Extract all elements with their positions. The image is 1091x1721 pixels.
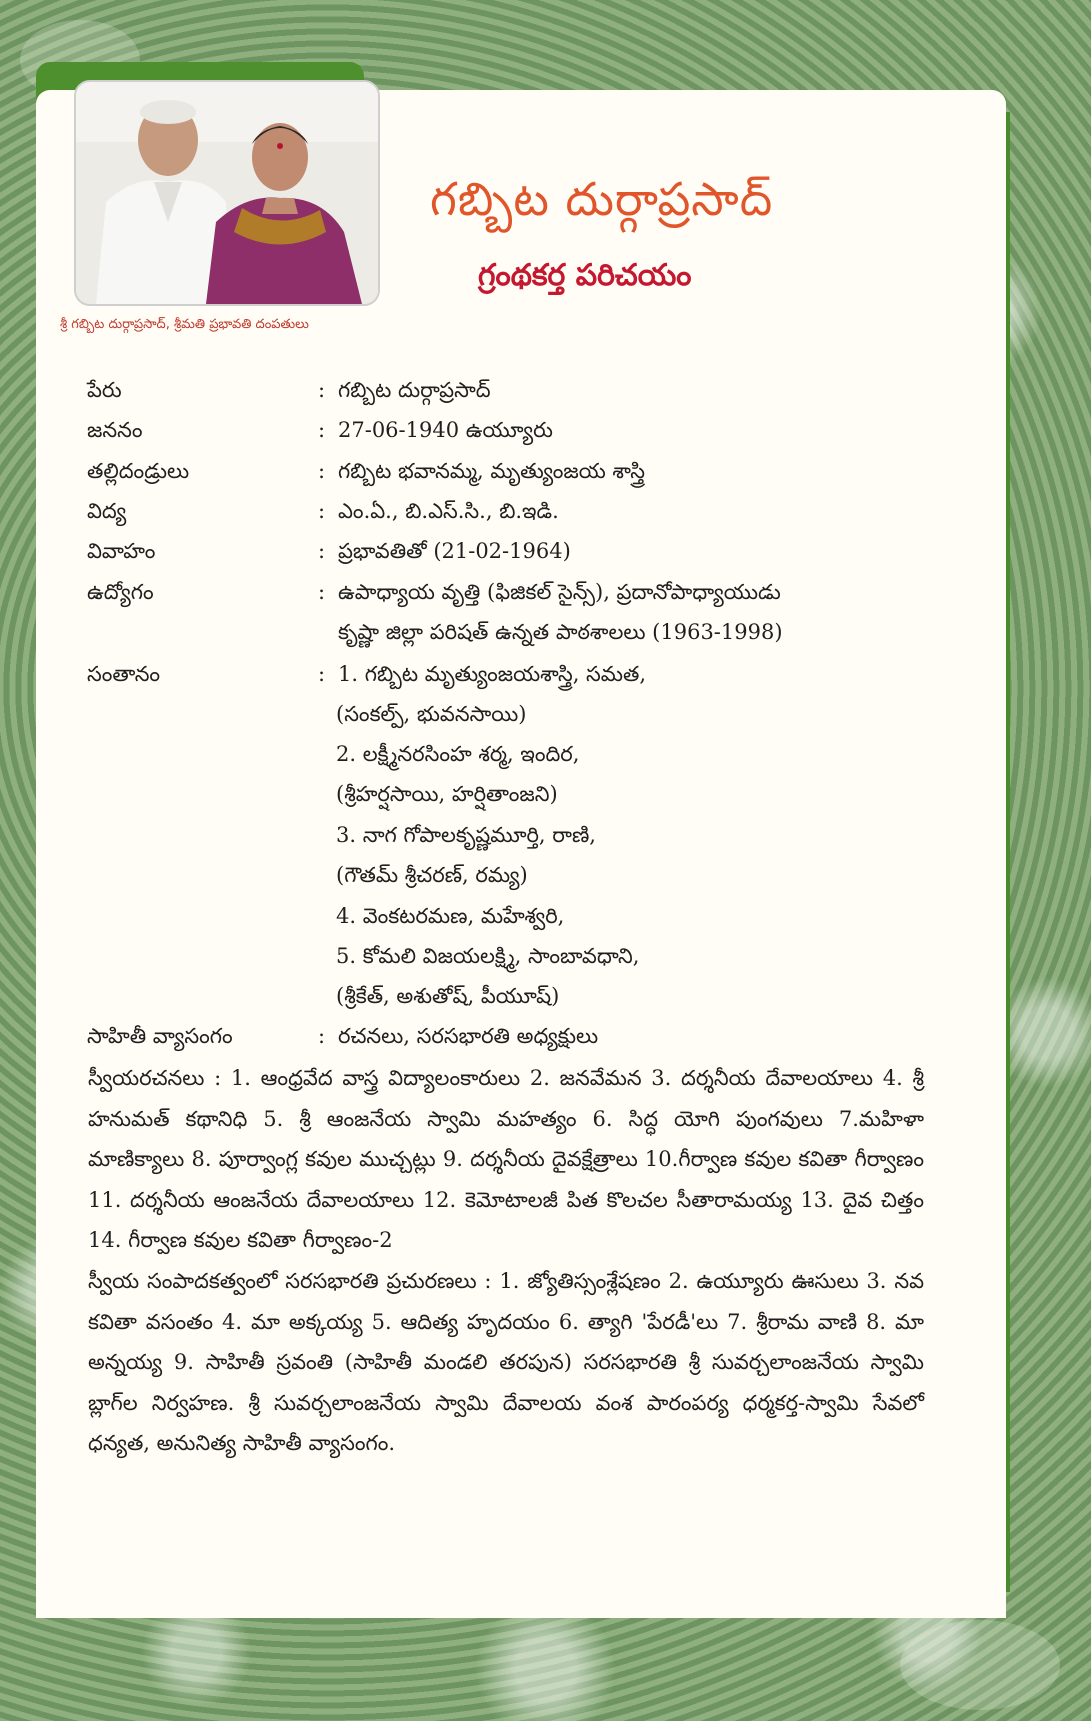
detail-label: వివాహం (87, 539, 156, 563)
child-line: (శ్రీహర్షసాయి, హర్షితాంజని) (336, 782, 558, 806)
detail-value: ఎం.ఏ., బి.ఎస్.సి., బి.ఇడి. (338, 499, 559, 523)
detail-colon: : (318, 580, 326, 604)
child-line: 3. నాగ గోపాలకృష్ణమూర్తి, రాణి, (336, 823, 596, 847)
child-line: (గౌతమ్ శ్రీచరణ్, రమ్య) (336, 863, 528, 887)
detail-label: తల్లిదండ్రులు (87, 459, 190, 483)
detail-colon: : (318, 539, 326, 563)
own-works-paragraph: స్వీయరచనలు : 1. ఆంధ్రవేద వాస్త్ర విద్యాలంకారులు 2. జనవేమన 3. దర్శనీయ దేవాలయాలు 4. శ్రీ హనుమత్ కథానిధి 5. శ్రీ ఆంజనేయ స్వామి మహత్యం 6. సిద్ధ యోగి పుంగవులు 7.మహిళా మాణిక్యాలు 8. పూర్వాంగ్ల కవుల ముచ్చట్లు 9. దర్శనీయ దైవక్షేత్రాలు 10.గీర్వాణ కవుల కవితా గీర్వాణం 11. దర్శనీయ ఆంజనేయ దేవాలయాలు 12. కెమోటాలజీ పిత కొలచల సీతారామయ్య 13. దైవ చిత్తం 14. గీర్వాణ కవుల కవితా గీర్వాణం-2 (88, 1066, 924, 1252)
detail-label: సాహితీ వ్యాసంగం (87, 1024, 233, 1048)
child-line: 5. కోమలి విజయలక్ష్మి, సాంబావధాని, (336, 944, 640, 968)
detail-value: గబ్బిట భవానమ్మ, మృత్యుంజయ శాస్త్రి (338, 459, 646, 483)
child-line: 1. గబ్బిట మృత్యుంజయశాస్త్రి, సమత, (338, 662, 647, 686)
detail-label: పేరు (87, 378, 122, 402)
detail-value: ఉపాధ్యాయ వృత్తి (ఫిజికల్ సైన్స్), ప్రదానోపాధ్యాయుడు (338, 580, 781, 604)
detail-value: 27-06-1940 ఉయ్యూరు (338, 418, 553, 442)
detail-label: సంతానం (87, 662, 161, 686)
detail-colon: : (318, 1024, 326, 1048)
author-name-title: గబ్బిట దుర్గాప్రసాద్ (430, 172, 774, 226)
detail-label: జననం (87, 418, 143, 442)
detail-label: ఉద్యోగం (87, 580, 154, 604)
detail-colon: : (318, 499, 326, 523)
detail-value: రచనలు, సరసభారతి అధ్యక్షులు (338, 1024, 599, 1048)
author-intro-subtitle: గ్రంథకర్త పరిచయం (478, 258, 692, 293)
detail-value: ప్రభావతితో (21-02-1964) (338, 539, 571, 563)
detail-value: కృష్ణా జిల్లా పరిషత్ ఉన్నత పాఠశాలలు (1963-1998) (338, 620, 783, 644)
detail-colon: : (318, 418, 326, 442)
detail-label: విద్య (87, 499, 127, 523)
child-line: (శ్రీకేత్, అశుతోష్, పీయూష్) (336, 984, 560, 1008)
detail-colon: : (318, 459, 326, 483)
child-line: (సంకల్ప్, భువనసాయి) (336, 702, 527, 726)
edited-works-paragraph: స్వీయ సంపాదకత్వంలో సరసభారతి ప్రచురణలు : 1. జ్యోతిస్సంశ్లేషణం 2. ఉయ్యూరు ఊసులు 3. నవ కవితా వసంతం 4. మా అక్కయ్య 5. ఆదిత్య హృదయం 6. త్యాగి 'పేరడీ'లు 7. శ్రీరామ వాణి 8. మా అన్నయ్య 9. సాహితీ స్రవంతి (సాహితీ మండలి తరపున) సరసభారతి శ్రీ సువర్చలాంజనేయ స్వామి బ్లాగ్‌ల నిర్వహణ. శ్రీ సువర్చలాంజనేయ స్వామి దేవాలయ వంశ పారంపర్య ధర్మకర్త-స్వామి సేవలో ధన్యత, అనునిత్య సాహితీ వ్యాసంగం. (88, 1269, 924, 1455)
child-line: 4. వెంకటరమణ, మహేశ్వరి, (336, 904, 565, 928)
detail-colon: : (318, 378, 326, 402)
detail-value: గబ్బిట దుర్గాప్రసాద్ (338, 378, 491, 402)
detail-colon: : (318, 662, 326, 686)
child-line: 2. లక్ష్మీనరసింహ శర్మ, ఇందిర, (336, 742, 580, 766)
photo-caption: శ్రీ గబ్బిట దుర్గాప్రసాద్, శ్రీమతి ప్రభావతి దంపతులు (60, 317, 309, 332)
